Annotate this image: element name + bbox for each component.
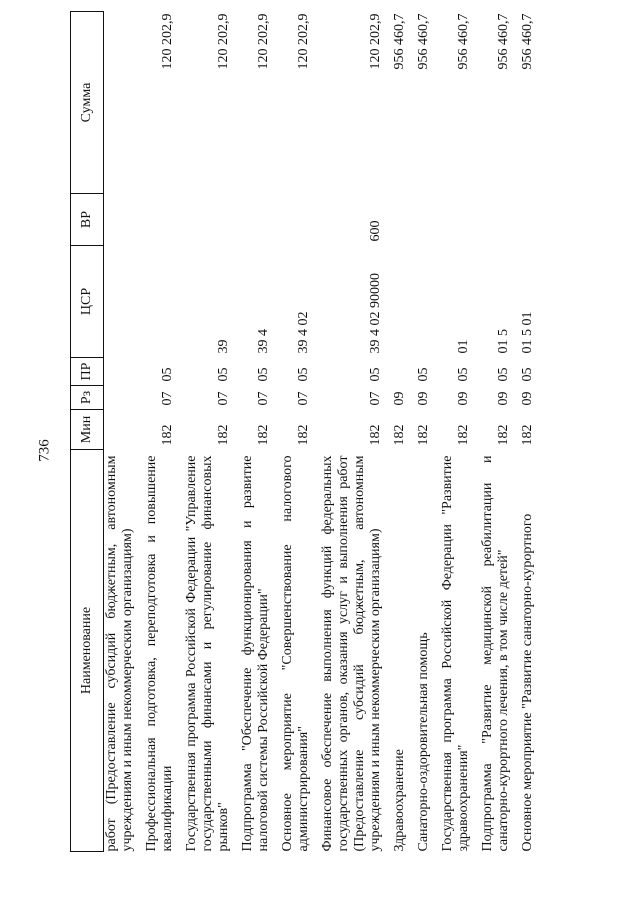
row-pr: 05 [296,367,311,382]
row-sum: 120 202,9 [368,13,383,70]
table-row [273,12,313,852]
row-csr: 39 4 02 90000 [368,273,383,354]
row-name: Государственная программа Российской Федерации "Управление государственными финансами и регулирование финансовых рынков" [184,455,231,852]
row-csr [137,246,177,358]
row-sum: 120 202,9 [256,13,271,70]
table-row [433,12,473,852]
row-rz: 09 [456,391,471,406]
row-csr [385,246,409,358]
header-pr: ПР [71,358,104,386]
row-pr: 05 [368,367,383,382]
row-rz: 07 [296,391,311,406]
row-min: 182 [456,424,471,446]
row-sum: 120 202,9 [160,13,175,70]
row-csr [104,246,138,358]
table-row [233,12,273,852]
row-sum: 956 460,7 [496,13,511,70]
row-vr [385,194,409,246]
budget-table [70,11,537,852]
row-min: 182 [392,424,407,446]
table-row [385,12,409,852]
row-name: Подпрограмма "Обеспечение функционирования и развитие налоговой системы Российской Федерации" [240,455,271,852]
row-sum: 956 460,7 [520,13,535,70]
row-vr [433,194,473,246]
row-min: 182 [296,424,311,446]
table-row [513,12,537,852]
row-vr [177,194,233,246]
row-name: Основное мероприятие "Совершенствование налогового администрирования" [280,455,311,852]
row-pr: 05 [256,367,271,382]
row-rz [104,386,138,410]
row-name: Здравоохранение [392,749,407,852]
row-csr: 01 [456,339,471,354]
header-vr: ВР [71,194,104,246]
row-rz: 07 [256,391,271,406]
row-sum: 120 202,9 [296,13,311,70]
row-name: Государственная программа Российской Федерации "Развитие здравоохранения" [440,455,471,852]
header-rz: Рз [71,386,104,410]
row-name: Финансовое обеспечение выполнения функций федеральных государственных органов, оказания услуг и выполнения работ (Предоставление субсидий бюджетным, автономным учреждениям и иным некоммерческим организациям) [320,455,383,852]
row-sum: 120 202,9 [216,13,231,70]
row-rz: 09 [416,391,431,406]
row-min: 182 [160,424,175,446]
row-rz: 09 [392,391,407,406]
row-sum: 956 460,7 [416,13,431,70]
row-pr: 05 [416,367,431,382]
row-name: работ (Предоставление субсидий бюджетным, автономным учреждениям и иным некоммерческим организациям) [104,455,135,852]
row-rz: 09 [496,391,511,406]
row-pr: 05 [160,367,175,382]
row-name: Подпрограмма "Развитие медицинской реабилитации и санаторно-курортного лечения, в том числе детей" [480,455,511,852]
row-rz: 09 [520,391,535,406]
row-vr [273,194,313,246]
row-rz: 07 [160,391,175,406]
row-vr [233,194,273,246]
header-name: Наименование [71,450,104,852]
table-row [137,12,177,852]
row-min: 182 [520,424,535,446]
row-csr: 01 5 [496,329,511,354]
page-number: 736 [36,439,53,462]
row-vr [104,194,138,246]
header-min: Мин [71,410,104,450]
table-header-row [71,12,104,852]
row-name: Основное мероприятие "Развитие санаторно-курортного [520,513,535,852]
row-csr: 39 [216,339,231,354]
row-sum: 956 460,7 [456,13,471,70]
header-csr: ЦСР [71,246,104,358]
row-min: 182 [496,424,511,446]
row-sum: 956 460,7 [392,13,407,70]
row-csr: 01 5 01 [520,311,535,354]
row-min: 182 [416,424,431,446]
row-vr [513,194,537,246]
row-min: 182 [368,424,383,446]
row-name: Профессиональная подготовка, переподготовка и повышение квалификации [144,455,175,852]
row-vr: 600 [368,220,383,242]
row-rz: 07 [216,391,231,406]
header-sum: Сумма [71,12,104,194]
table-row [177,12,233,852]
row-csr [409,246,433,358]
row-csr: 39 4 [256,329,271,354]
rotated-page-content [70,12,640,852]
table-row [409,12,433,852]
row-min: 182 [256,424,271,446]
row-name: Санаторно-оздоровительная помощь [416,632,431,852]
row-pr: 05 [456,367,471,382]
row-min [104,410,138,450]
row-rz: 07 [368,391,383,406]
row-vr [409,194,433,246]
table-row [104,12,138,852]
table-row [313,12,385,852]
row-pr [104,358,138,386]
row-pr [385,358,409,386]
row-min: 182 [216,424,231,446]
row-sum [104,12,138,194]
table-row [473,12,513,852]
row-vr [473,194,513,246]
row-pr: 05 [496,367,511,382]
row-vr [137,194,177,246]
row-csr: 39 4 02 [296,311,311,354]
row-pr: 05 [216,367,231,382]
row-pr: 05 [520,367,535,382]
